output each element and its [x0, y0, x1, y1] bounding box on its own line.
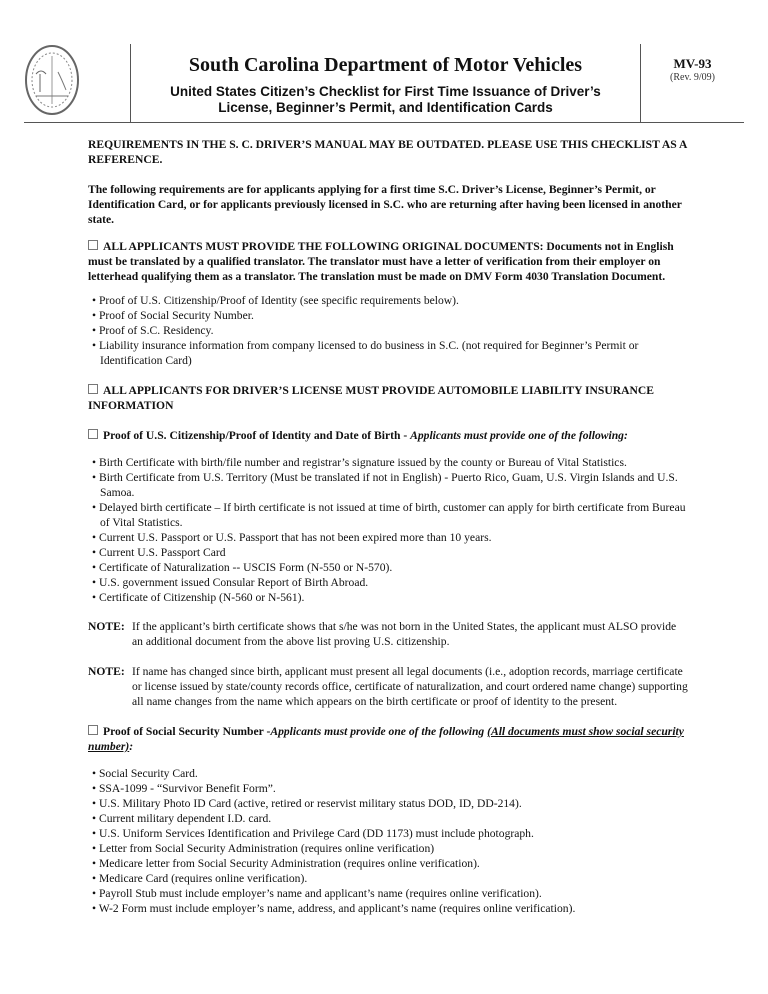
- ssn-documents-list: [88, 766, 688, 916]
- list-item: • Birth Certificate from U.S. Territory (Must be translated if not in English) - Puerto Rico, Guam, U.S. Virgin Islands and U.S. Samoa.: [88, 470, 688, 500]
- all-applicants-section: [88, 239, 688, 284]
- list-item: • W-2 Form must include employer’s name, address, and applicant’s name (requires online verification).: [88, 901, 688, 916]
- note: [88, 664, 688, 709]
- section-instruction-underlined: (All documents must show social security number): [88, 725, 684, 753]
- section-instruction: Applicants must provide one of the following:: [410, 429, 628, 442]
- list-item: • Current U.S. Passport Card: [88, 545, 688, 560]
- list-item: • Proof of S.C. Residency.: [88, 323, 688, 338]
- list-item: • Liability insurance information from company licensed to do business in S.C. (not required for Beginner’s Permit or Identification Card): [88, 338, 688, 368]
- state-seal-logo: [24, 44, 80, 116]
- outdated-warning: REQUIREMENTS IN THE S. C. DRIVER’S MANUAL MAY BE OUTDATED. PLEASE USE THIS CHECKLIST AS A REFERENCE.: [88, 138, 687, 166]
- list-item: • Certificate of Naturalization -- USCIS Form (N-550 or N-570).: [88, 560, 688, 575]
- list-item: • Medicare letter from Social Security Administration (requires online verification).: [88, 856, 688, 871]
- list-item: • U.S. government issued Consular Report of Birth Abroad.: [88, 575, 688, 590]
- checkbox[interactable]: [88, 240, 98, 250]
- form-number: MV-93: [673, 56, 712, 71]
- list-item: • Medicare Card (requires online verification).: [88, 871, 688, 886]
- applicability-text: The following requirements are for applicants applying for a first time S.C. Driver’s License, Beginner’s Permit, or Identification Card, or for applicants previously licensed in S.C. who are returning after having been licensed in another state.: [88, 183, 682, 226]
- subtitle-line: License, Beginner’s Permit, and Identification Cards: [218, 100, 553, 115]
- list-item: • Letter from Social Security Administration (requires online verification): [88, 841, 688, 856]
- note: [88, 619, 688, 649]
- section-instruction: Applicants must provide one of the following: [270, 725, 488, 738]
- note-text: If the applicant’s birth certificate shows that s/he was not born in the United States, the applicant must ALSO provide an additional document from the above list proving U.S. citizenship.: [132, 620, 677, 648]
- note-text: If name has changed since birth, applicant must present all legal documents (i.e., adoption records, marriage certificate or license issued by state/county records office, certificate of naturalization, and court ordered name change) supporting all name changes from the name which appears on the birth certificate or proof of identity to the present.: [132, 665, 688, 708]
- list-item: • U.S. Military Photo ID Card (active, retired or reservist military status DOD, ID, DD-214).: [88, 796, 688, 811]
- page-subtitle: [131, 84, 640, 116]
- list-item: • U.S. Uniform Services Identification and Privilege Card (DD 1173) must include photograph.: [88, 826, 688, 841]
- list-item: • Certificate of Citizenship (N-560 or N-561).: [88, 590, 688, 605]
- list-item: • Current military dependent I.D. card.: [88, 811, 688, 826]
- note-label: NOTE:: [88, 620, 125, 633]
- section-instruction-end: :: [129, 740, 134, 753]
- subtitle-line: United States Citizen’s Checklist for First Time Issuance of Driver’s: [170, 84, 601, 99]
- note-label: NOTE:: [88, 665, 125, 678]
- list-item: • Current U.S. Passport or U.S. Passport that has not been expired more than 10 years.: [88, 530, 688, 545]
- list-item: • Proof of U.S. Citizenship/Proof of Identity (see specific requirements below).: [88, 293, 688, 308]
- checkbox[interactable]: [88, 429, 98, 439]
- list-item: • Proof of Social Security Number.: [88, 308, 688, 323]
- document-body: [88, 135, 688, 931]
- required-documents-list: [88, 293, 688, 368]
- header-rule: [24, 122, 744, 123]
- citizenship-section: [88, 428, 688, 443]
- section-text: ALL APPLICANTS MUST PROVIDE THE FOLLOWING ORIGINAL DOCUMENTS: Documents not in English must be translated by a qualified translator. The translator must have a letter of verification from their employer on letterhead qualifying them as a translator. The translation must be made on DMV Form 4030 Translation Document.: [88, 240, 674, 283]
- list-item: • Delayed birth certificate – If birth certificate is not issued at time of birth, customer can apply for birth certificate from Bureau of Vital Statistics.: [88, 500, 688, 530]
- page-title: South Carolina Department of Motor Vehicles: [188, 54, 583, 76]
- revision-date: (Rev. 9/09): [670, 72, 715, 83]
- section-heading: Proof of Social Security Number -: [103, 725, 271, 738]
- checkbox[interactable]: [88, 725, 98, 735]
- section-heading: Proof of U.S. Citizenship/Proof of Identity and Date of Birth -: [103, 429, 411, 442]
- section-text: ALL APPLICANTS FOR DRIVER’S LICENSE MUST PROVIDE AUTOMOBILE LIABILITY INSURANCE INFORMATION: [88, 384, 654, 412]
- insurance-section: [88, 383, 688, 413]
- citizenship-documents-list: [88, 455, 688, 605]
- ssn-section: [88, 724, 688, 754]
- list-item: • SSA-1099 - “Survivor Benefit Form”.: [88, 781, 688, 796]
- checkbox[interactable]: [88, 384, 98, 394]
- list-item: • Payroll Stub must include employer’s name and applicant’s name (requires online verification).: [88, 886, 688, 901]
- list-item: • Social Security Card.: [88, 766, 688, 781]
- list-item: • Birth Certificate with birth/file number and registrar’s signature issued by the county or Bureau of Vital Statistics.: [88, 455, 688, 470]
